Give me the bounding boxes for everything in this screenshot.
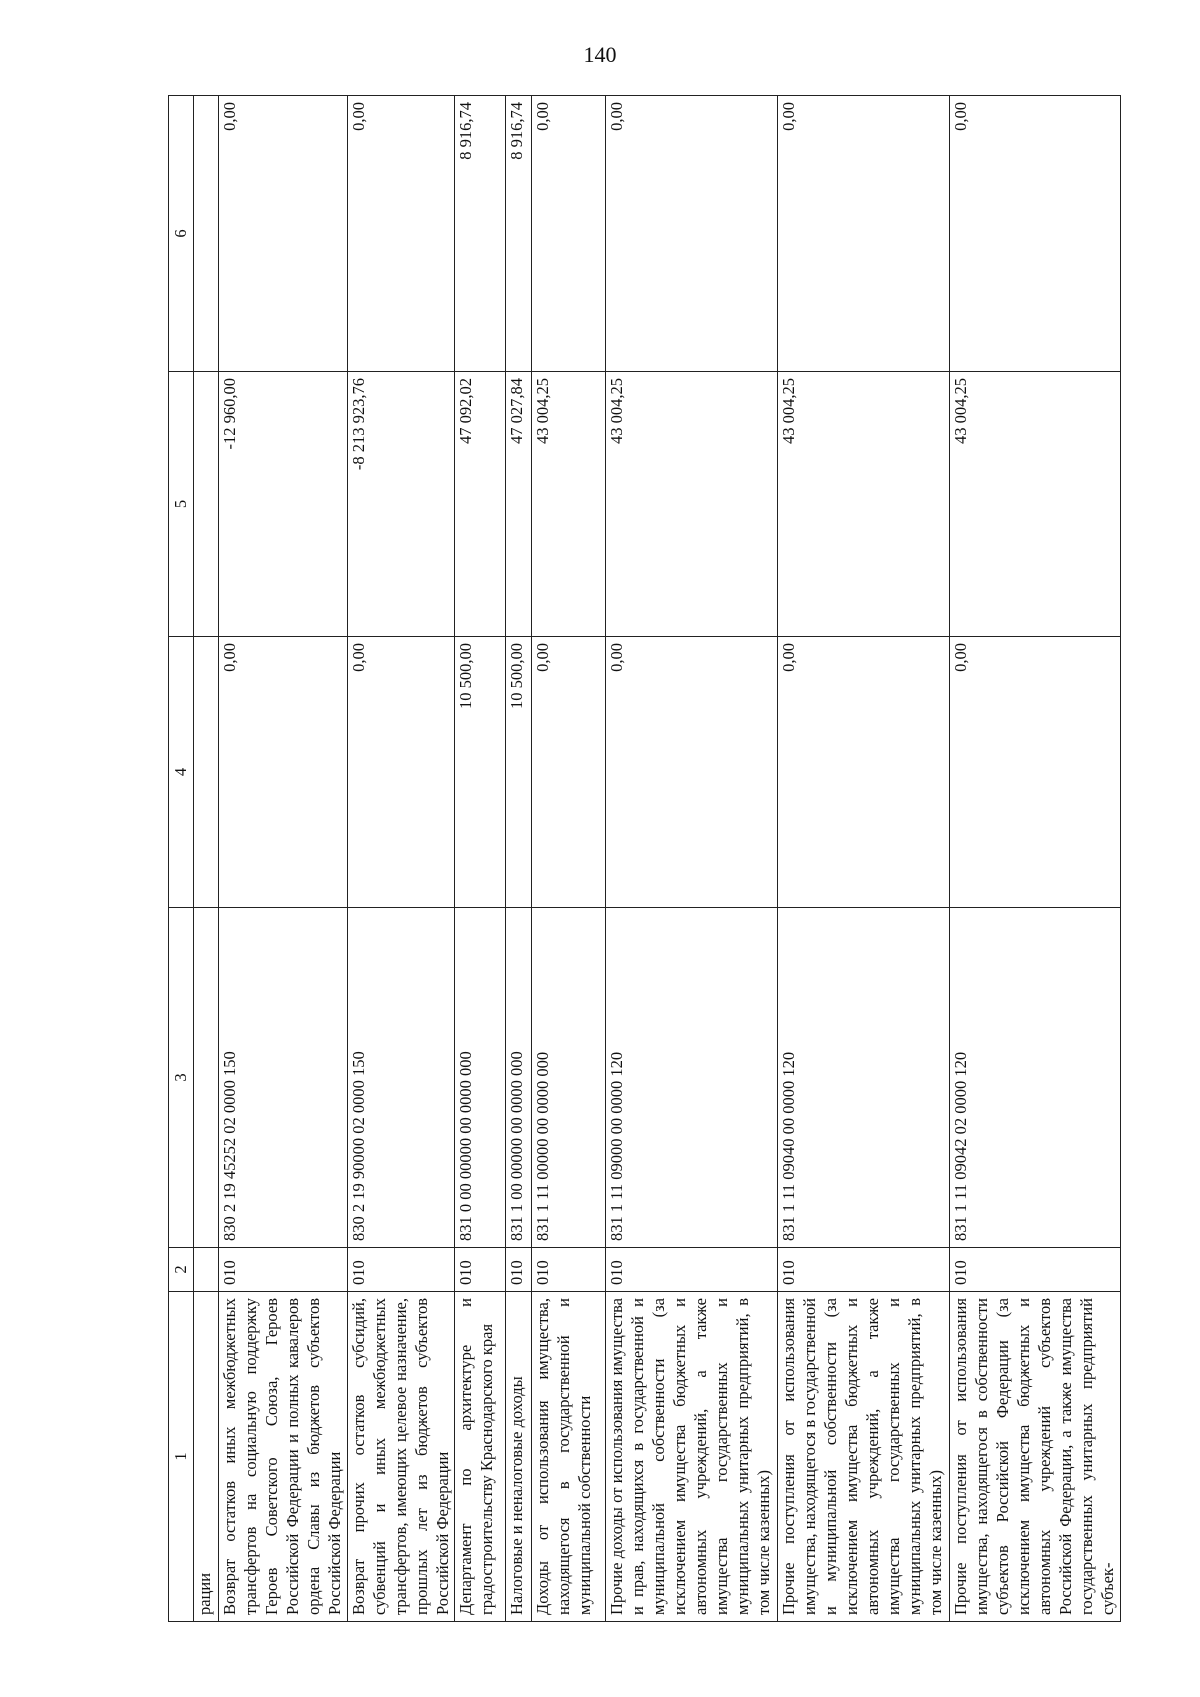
- empty-cell: [194, 372, 219, 637]
- row-col6: 8 916,74: [455, 96, 506, 372]
- row-col6: 0,00: [219, 96, 348, 372]
- budget-table: [168, 95, 1121, 1622]
- row-code: 831 0 00 00000 00 0000 000: [455, 908, 506, 1248]
- row-col2: 010: [347, 1248, 455, 1292]
- empty-cell: [194, 96, 219, 372]
- row-col6: 0,00: [532, 96, 606, 372]
- row-col5: 43 004,25: [532, 372, 606, 637]
- table-row: [219, 96, 348, 1622]
- row-name: Возврат прочих остатков субсидий, субвенций и иных межбюджетных трансфертов, имеющих целевое назначение, прошлых лет из бюджетов субъектов Российской Федерации: [347, 1292, 455, 1622]
- row-name: Прочие доходы от использования имущества и прав, находящихся в государственной и муниципальной собственности (за исключением имущества бюджетных и автономных учреждений, а также имущества государственных и муниципальных унитарных предприятий, в том числе казенных): [606, 1292, 778, 1622]
- row-col6: 0,00: [606, 96, 778, 372]
- row-name: Налоговые и неналоговые доходы: [506, 1292, 532, 1622]
- row-col2: 010: [532, 1248, 606, 1292]
- header-col-3: 3: [169, 908, 194, 1248]
- row-col4: 0,00: [606, 637, 778, 908]
- row-col2: 010: [778, 1248, 950, 1292]
- row-col4: 0,00: [950, 637, 1121, 908]
- row-col2: 010: [455, 1248, 506, 1292]
- row-col4: 10 500,00: [455, 637, 506, 908]
- row-col2: 010: [606, 1248, 778, 1292]
- header-col-4: 4: [169, 637, 194, 908]
- table-row: [347, 96, 455, 1622]
- header-col-5: 5: [169, 372, 194, 637]
- table-header-row: [169, 96, 194, 1622]
- page-number: 140: [583, 42, 617, 67]
- row-name: Возврат остатков иных межбюджетных трансфертов на социальную поддержку Героев Советского Союза, Героев Российской Федерации и полных кавалеров ордена Славы из бюджетов субъектов Российской Федерации: [219, 1292, 348, 1622]
- row-col6: 0,00: [778, 96, 950, 372]
- continuation-cell: рации: [194, 1292, 219, 1622]
- table-row: [506, 96, 532, 1622]
- header-col-1: 1: [169, 1292, 194, 1622]
- empty-cell: [194, 1248, 219, 1292]
- row-col5: 43 004,25: [606, 372, 778, 637]
- header-col-2: 2: [169, 1248, 194, 1292]
- table-row: [455, 96, 506, 1622]
- row-name: Прочие поступления от использования имущества, находящегося в собственности субъектов Российской Федерации (за исключением имущества бюджетных и автономных учреждений субъектов Российской Федерации, а также имущества государственных унитарных предприятий субъек-: [950, 1292, 1121, 1622]
- row-col4: 0,00: [219, 637, 348, 908]
- row-col5: 43 004,25: [950, 372, 1121, 637]
- row-col5: 43 004,25: [778, 372, 950, 637]
- row-code: 831 1 11 00000 00 0000 000: [532, 908, 606, 1248]
- row-col4: 0,00: [532, 637, 606, 908]
- row-name: Доходы от использования имущества, находящегося в государственной и муниципальной собственности: [532, 1292, 606, 1622]
- row-code: 831 1 11 09040 00 0000 120: [778, 908, 950, 1248]
- row-col4: 0,00: [778, 637, 950, 908]
- table-row: [950, 96, 1121, 1622]
- row-name: Департамент по архитектуре и градостроительству Краснодарского края: [455, 1292, 506, 1622]
- row-col6: 0,00: [347, 96, 455, 372]
- row-col4: 0,00: [347, 637, 455, 908]
- row-col5: -8 213 923,76: [347, 372, 455, 637]
- table-row-continuation: [194, 96, 219, 1622]
- table-row: [532, 96, 606, 1622]
- empty-cell: [194, 908, 219, 1248]
- row-code: 831 1 00 00000 00 0000 000: [506, 908, 532, 1248]
- row-col4: 10 500,00: [506, 637, 532, 908]
- row-code: 831 1 11 09042 02 0000 120: [950, 908, 1121, 1248]
- row-col5: -12 960,00: [219, 372, 348, 637]
- row-col5: 47 092,02: [455, 372, 506, 637]
- row-code: 831 1 11 09000 00 0000 120: [606, 908, 778, 1248]
- empty-cell: [194, 637, 219, 908]
- table-row: [778, 96, 950, 1622]
- row-code: 830 2 19 45252 02 0000 150: [219, 908, 348, 1248]
- row-col6: 0,00: [950, 96, 1121, 372]
- row-name: Прочие поступления от использования имущества, находящегося в государственной и муниципальной собственности (за исключением имущества бюджетных и автономных учреждений, а также имущества государственных и муниципальных унитарных предприятий, в том числе казенных): [778, 1292, 950, 1622]
- row-col6: 8 916,74: [506, 96, 532, 372]
- row-col2: 010: [219, 1248, 348, 1292]
- row-code: 830 2 19 90000 02 0000 150: [347, 908, 455, 1248]
- rotated-table-container: [168, 96, 1118, 1622]
- row-col2: 010: [506, 1248, 532, 1292]
- table-row: [606, 96, 778, 1622]
- row-col5: 47 027,84: [506, 372, 532, 637]
- header-col-6: 6: [169, 96, 194, 372]
- row-col2: 010: [950, 1248, 1121, 1292]
